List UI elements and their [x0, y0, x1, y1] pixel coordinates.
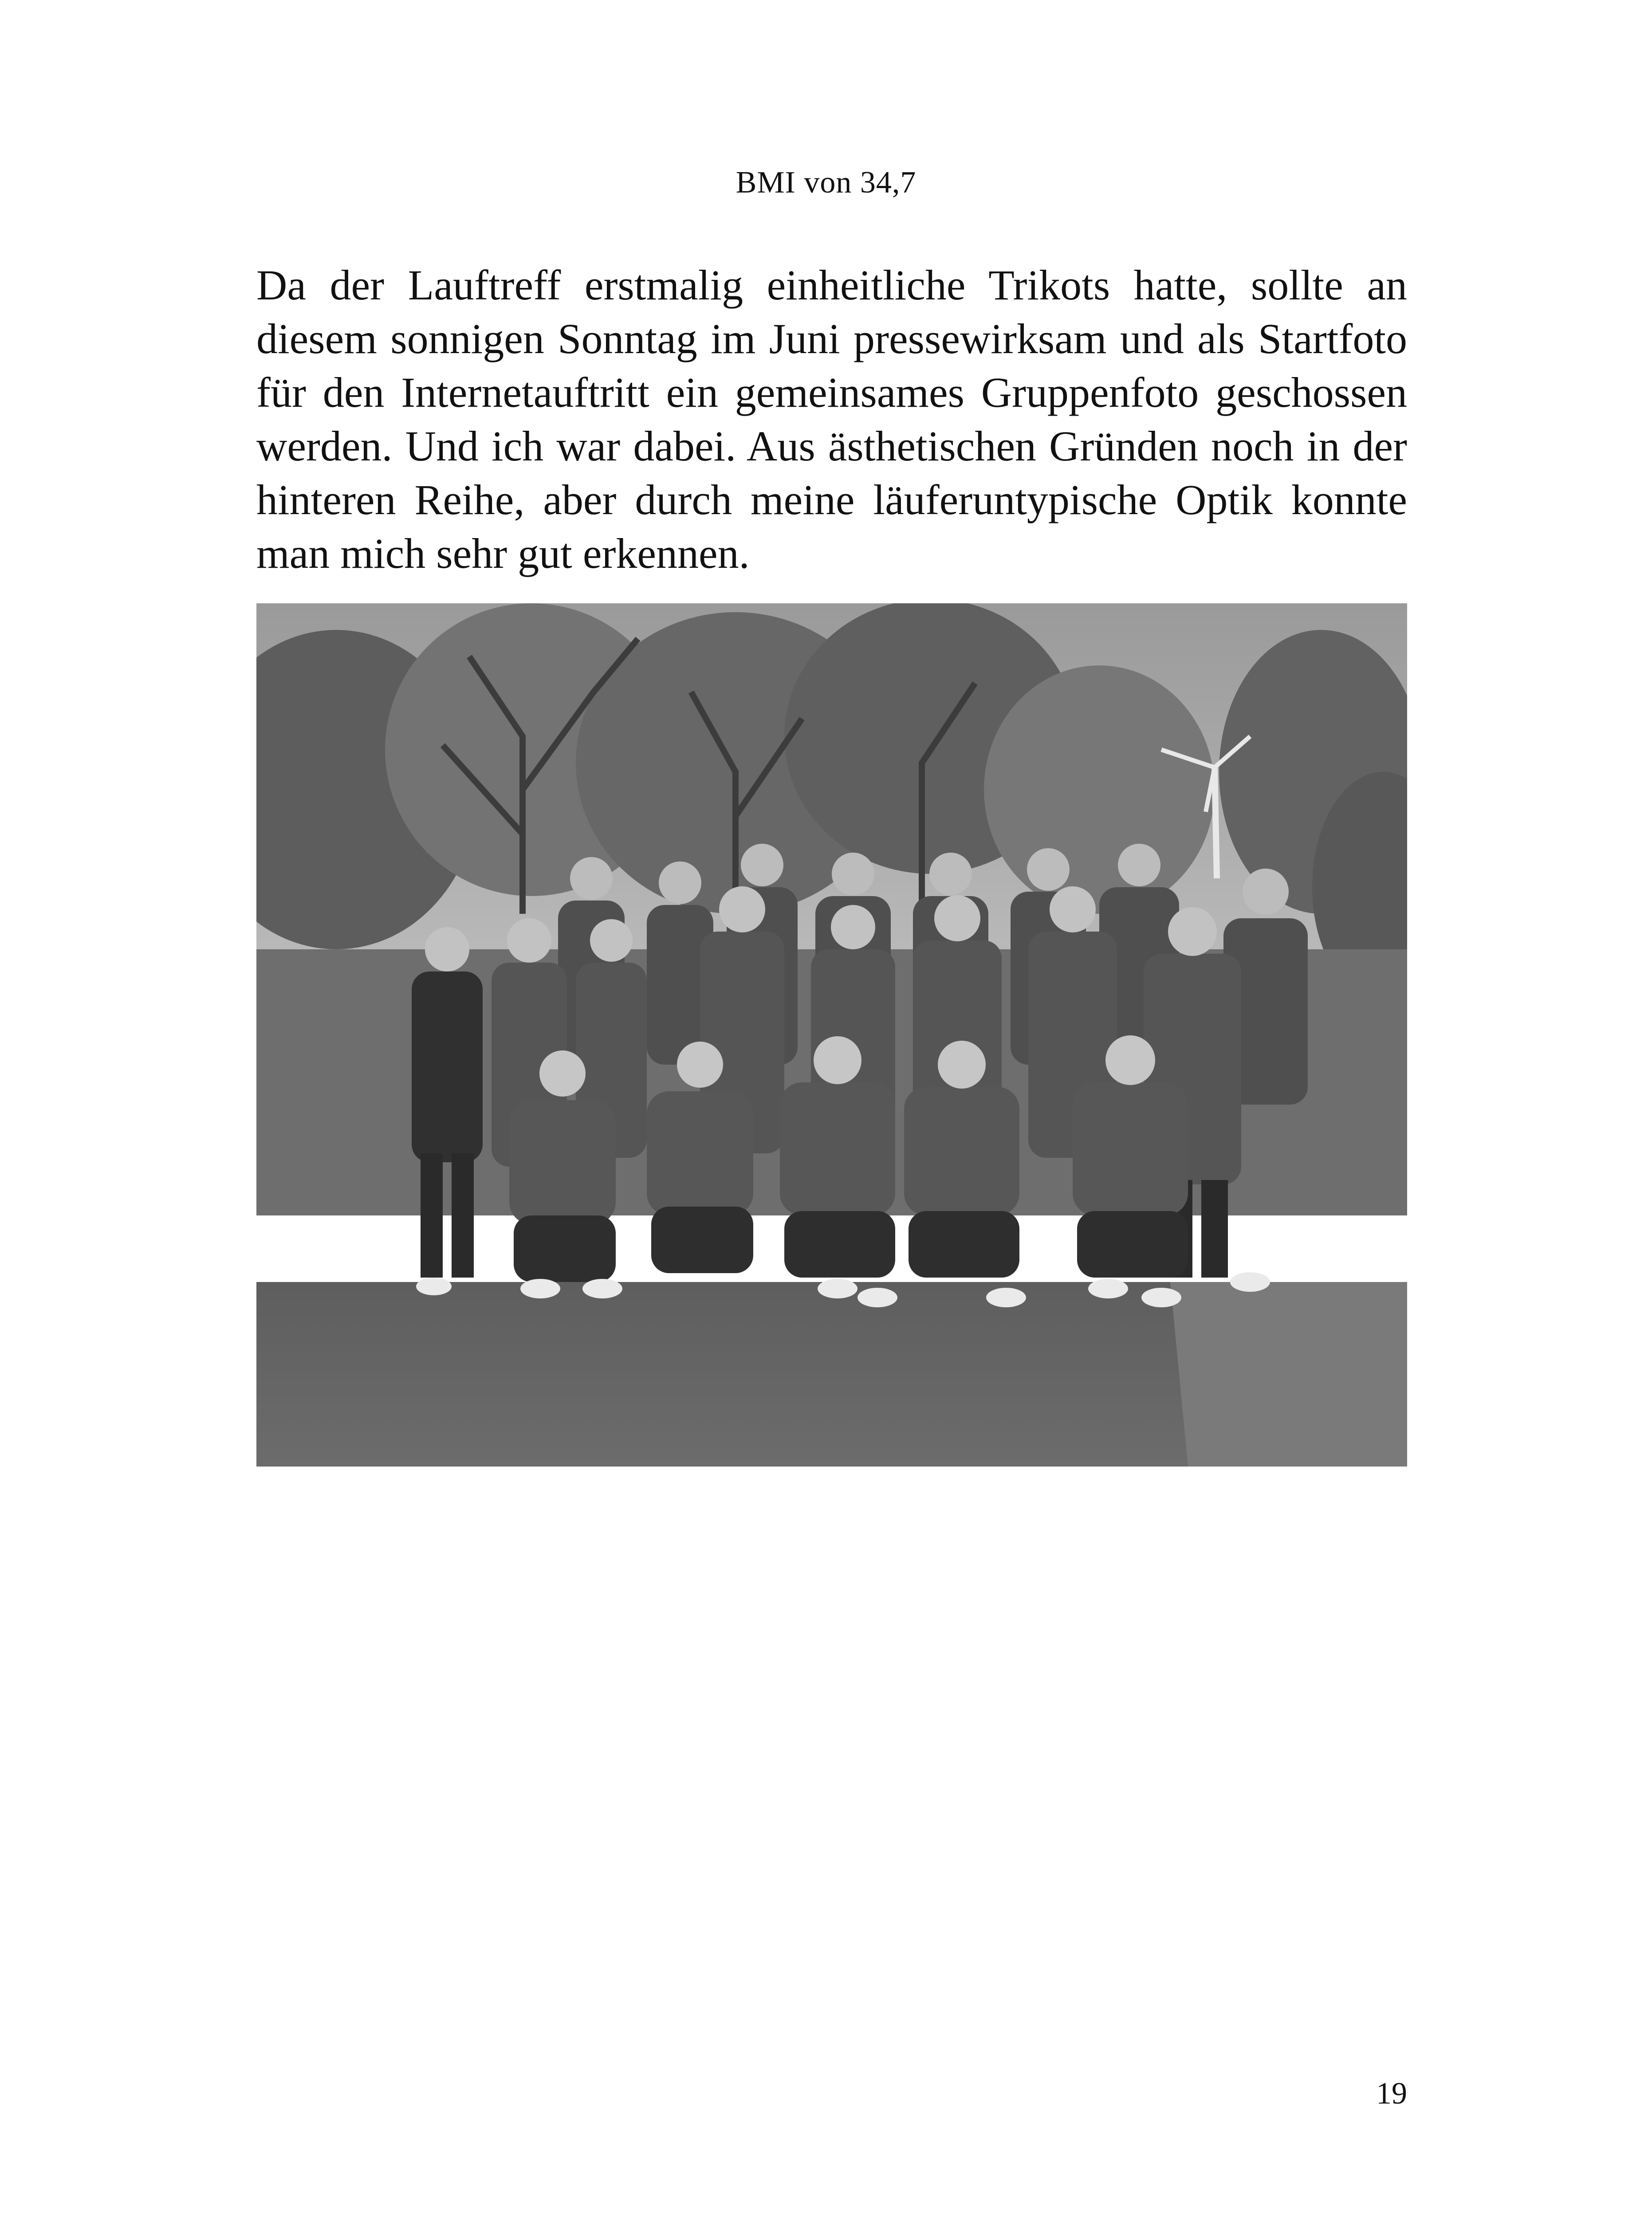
body-paragraph: Da der Lauftreff erstmalig einheitliche Trikots hatte, sollte an diesem sonnigen Sonntag im Juni pressewirksam und als Startfoto für den Internetauftritt ein gemeinsames Gruppenfoto geschossen werden. Und ich war dabei. Aus ästhetischen Gründen noch in der hinteren Reihe, aber durch meine läuferuntypische Optik konnte man mich sehr gut erkennen. — [256, 261, 1407, 577]
page-number: 19 — [1376, 2076, 1407, 2111]
road-edge — [1170, 1282, 1407, 1467]
front-row — [416, 1035, 1270, 1307]
group-photo — [256, 603, 1407, 1467]
running-header: BMI von 34,7 — [736, 165, 916, 200]
